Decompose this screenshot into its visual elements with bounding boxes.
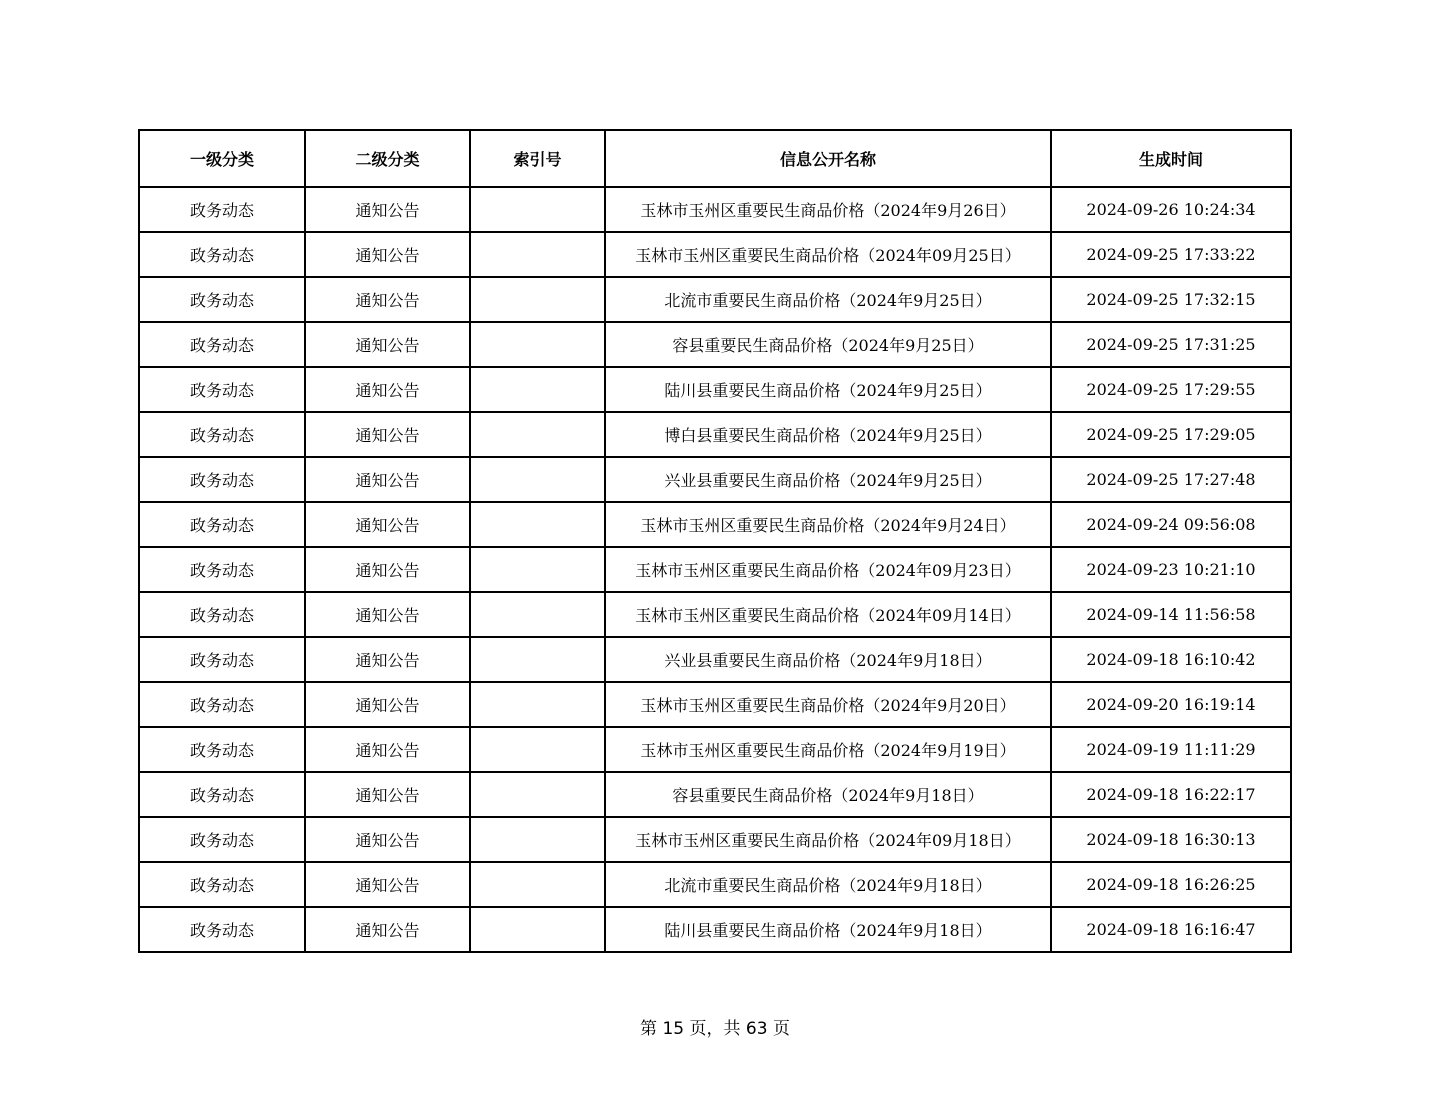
cell-created-time: 2024-09-25 17:33:22 <box>1051 232 1291 277</box>
cell-level2-category: 通知公告 <box>305 637 470 682</box>
cell-index-number <box>470 232 605 277</box>
cell-disclosure-title: 玉林市玉州区重要民生商品价格（2024年09月18日） <box>605 817 1051 862</box>
cell-index-number <box>470 187 605 232</box>
cell-level2-category: 通知公告 <box>305 367 470 412</box>
cell-disclosure-title: 玉林市玉州区重要民生商品价格（2024年09月14日） <box>605 592 1051 637</box>
cell-disclosure-title: 玉林市玉州区重要民生商品价格（2024年09月25日） <box>605 232 1051 277</box>
cell-disclosure-title: 博白县重要民生商品价格（2024年9月25日） <box>605 412 1051 457</box>
cell-level1-category: 政务动态 <box>139 637 305 682</box>
cell-created-time: 2024-09-19 11:11:29 <box>1051 727 1291 772</box>
table-row <box>139 817 1291 862</box>
cell-index-number <box>470 547 605 592</box>
cell-level2-category: 通知公告 <box>305 502 470 547</box>
cell-level2-category: 通知公告 <box>305 907 470 952</box>
footer-suffix: 页 <box>772 1019 790 1039</box>
header-level2-category: 二级分类 <box>305 130 470 187</box>
cell-index-number <box>470 862 605 907</box>
cell-index-number <box>470 592 605 637</box>
page-footer <box>0 1014 1430 1039</box>
cell-level1-category: 政务动态 <box>139 232 305 277</box>
cell-level2-category: 通知公告 <box>305 817 470 862</box>
cell-level2-category: 通知公告 <box>305 457 470 502</box>
cell-level2-category: 通知公告 <box>305 862 470 907</box>
cell-created-time: 2024-09-20 16:19:14 <box>1051 682 1291 727</box>
cell-index-number <box>470 817 605 862</box>
cell-level2-category: 通知公告 <box>305 187 470 232</box>
table-row <box>139 772 1291 817</box>
cell-disclosure-title: 玉林市玉州区重要民生商品价格（2024年9月24日） <box>605 502 1051 547</box>
cell-disclosure-title: 玉林市玉州区重要民生商品价格（2024年09月23日） <box>605 547 1051 592</box>
cell-level1-category: 政务动态 <box>139 727 305 772</box>
cell-created-time: 2024-09-25 17:31:25 <box>1051 322 1291 367</box>
cell-index-number <box>470 772 605 817</box>
cell-created-time: 2024-09-18 16:16:47 <box>1051 907 1291 952</box>
cell-created-time: 2024-09-18 16:26:25 <box>1051 862 1291 907</box>
cell-level1-category: 政务动态 <box>139 862 305 907</box>
cell-disclosure-title: 北流市重要民生商品价格（2024年9月18日） <box>605 862 1051 907</box>
cell-created-time: 2024-09-23 10:21:10 <box>1051 547 1291 592</box>
cell-disclosure-title: 容县重要民生商品价格（2024年9月25日） <box>605 322 1051 367</box>
cell-index-number <box>470 322 605 367</box>
table-row <box>139 592 1291 637</box>
cell-level1-category: 政务动态 <box>139 682 305 727</box>
cell-disclosure-title: 陆川县重要民生商品价格（2024年9月25日） <box>605 367 1051 412</box>
table-row <box>139 322 1291 367</box>
table-row <box>139 682 1291 727</box>
table-row <box>139 907 1291 952</box>
cell-index-number <box>470 277 605 322</box>
cell-created-time: 2024-09-25 17:29:05 <box>1051 412 1291 457</box>
cell-level2-category: 通知公告 <box>305 727 470 772</box>
cell-level1-category: 政务动态 <box>139 772 305 817</box>
cell-disclosure-title: 兴业县重要民生商品价格（2024年9月25日） <box>605 457 1051 502</box>
table-row <box>139 637 1291 682</box>
table-row <box>139 367 1291 412</box>
cell-level2-category: 通知公告 <box>305 412 470 457</box>
cell-level1-category: 政务动态 <box>139 592 305 637</box>
cell-level1-category: 政务动态 <box>139 187 305 232</box>
cell-created-time: 2024-09-26 10:24:34 <box>1051 187 1291 232</box>
cell-created-time: 2024-09-25 17:29:55 <box>1051 367 1291 412</box>
cell-created-time: 2024-09-25 17:27:48 <box>1051 457 1291 502</box>
cell-created-time: 2024-09-25 17:32:15 <box>1051 277 1291 322</box>
total-pages-number: 63 <box>745 1019 768 1039</box>
header-created-time: 生成时间 <box>1051 130 1291 187</box>
cell-created-time: 2024-09-24 09:56:08 <box>1051 502 1291 547</box>
table-row <box>139 187 1291 232</box>
cell-level1-category: 政务动态 <box>139 277 305 322</box>
table-body <box>139 187 1291 952</box>
cell-index-number <box>470 412 605 457</box>
header-index-number: 索引号 <box>470 130 605 187</box>
cell-level1-category: 政务动态 <box>139 907 305 952</box>
cell-level1-category: 政务动态 <box>139 322 305 367</box>
cell-disclosure-title: 陆川县重要民生商品价格（2024年9月18日） <box>605 907 1051 952</box>
cell-level2-category: 通知公告 <box>305 772 470 817</box>
cell-disclosure-title: 玉林市玉州区重要民生商品价格（2024年9月19日） <box>605 727 1051 772</box>
cell-level2-category: 通知公告 <box>305 232 470 277</box>
table-row <box>139 862 1291 907</box>
footer-middle: 页，共 <box>689 1019 741 1039</box>
current-page-number: 15 <box>662 1019 685 1039</box>
cell-created-time: 2024-09-14 11:56:58 <box>1051 592 1291 637</box>
cell-level1-category: 政务动态 <box>139 502 305 547</box>
cell-disclosure-title: 玉林市玉州区重要民生商品价格（2024年9月20日） <box>605 682 1051 727</box>
cell-disclosure-title: 玉林市玉州区重要民生商品价格（2024年9月26日） <box>605 187 1051 232</box>
cell-created-time: 2024-09-18 16:22:17 <box>1051 772 1291 817</box>
table-row <box>139 412 1291 457</box>
cell-level1-category: 政务动态 <box>139 367 305 412</box>
table-row <box>139 727 1291 772</box>
cell-index-number <box>470 907 605 952</box>
cell-index-number <box>470 367 605 412</box>
info-disclosure-table <box>138 129 1292 953</box>
table-row <box>139 547 1291 592</box>
cell-level1-category: 政务动态 <box>139 817 305 862</box>
cell-level2-category: 通知公告 <box>305 592 470 637</box>
header-disclosure-title: 信息公开名称 <box>605 130 1051 187</box>
cell-created-time: 2024-09-18 16:10:42 <box>1051 637 1291 682</box>
cell-level1-category: 政务动态 <box>139 457 305 502</box>
table-row <box>139 457 1291 502</box>
table-row <box>139 502 1291 547</box>
footer-prefix: 第 <box>640 1019 658 1039</box>
cell-level2-category: 通知公告 <box>305 277 470 322</box>
cell-index-number <box>470 502 605 547</box>
cell-index-number <box>470 682 605 727</box>
table-row <box>139 232 1291 277</box>
table-row <box>139 277 1291 322</box>
cell-level1-category: 政务动态 <box>139 412 305 457</box>
cell-disclosure-title: 兴业县重要民生商品价格（2024年9月18日） <box>605 637 1051 682</box>
cell-level1-category: 政务动态 <box>139 547 305 592</box>
cell-index-number <box>470 727 605 772</box>
table-header-row <box>139 130 1291 187</box>
cell-index-number <box>470 457 605 502</box>
header-level1-category: 一级分类 <box>139 130 305 187</box>
cell-level2-category: 通知公告 <box>305 682 470 727</box>
cell-disclosure-title: 容县重要民生商品价格（2024年9月18日） <box>605 772 1051 817</box>
cell-created-time: 2024-09-18 16:30:13 <box>1051 817 1291 862</box>
cell-index-number <box>470 637 605 682</box>
cell-level2-category: 通知公告 <box>305 322 470 367</box>
cell-level2-category: 通知公告 <box>305 547 470 592</box>
cell-disclosure-title: 北流市重要民生商品价格（2024年9月25日） <box>605 277 1051 322</box>
